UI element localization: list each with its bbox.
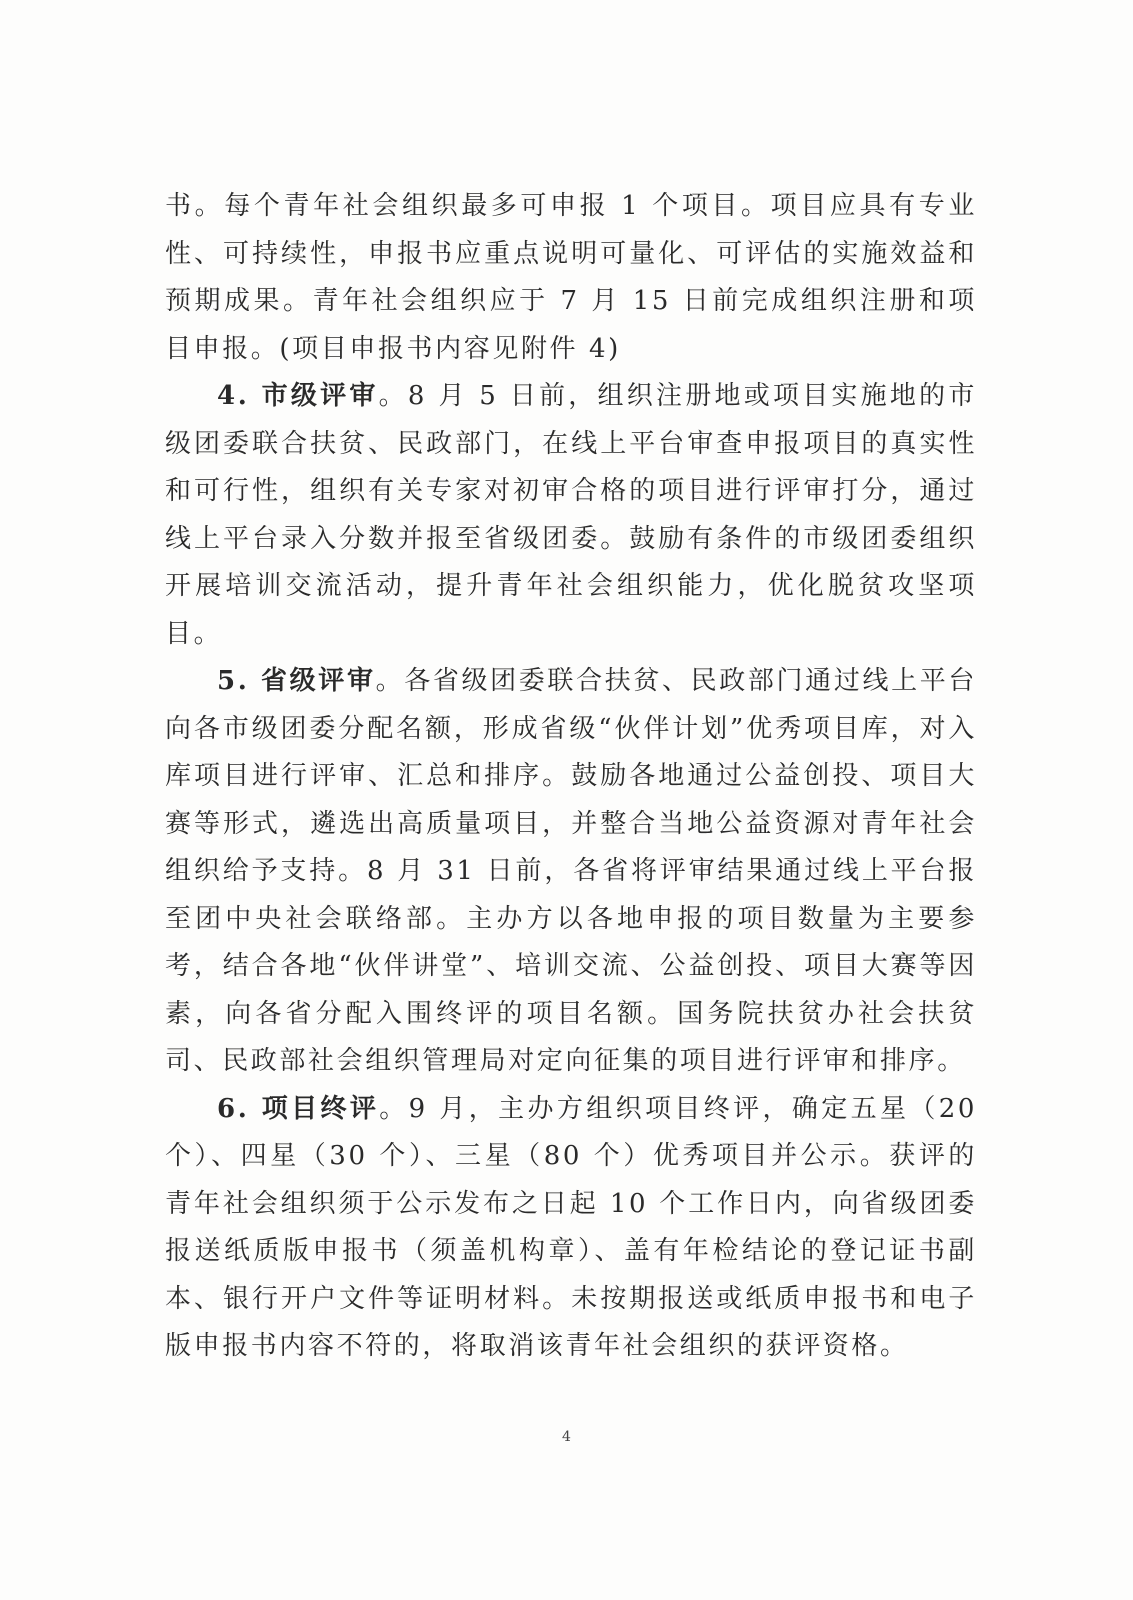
paragraph-continuation [165, 183, 977, 373]
section-heading-province-review: 5. 省级评审 [217, 666, 376, 696]
body-text [165, 183, 977, 1371]
paragraph-text: 。9 月，主办方组织项目终评，确定五星（20 个）、四星（30 个）、三星（80 个）优秀项目并公示。获评的青年社会组织须于公示发布之日起 10 个工作日内，向省级团委报送纸质版申报书（须盖机构章）、盖有年检结论的登记证书副本、银行开户文件等证明材料。未按期报送或纸质申报书和电子版申报书内容不符的，将取消该青年社会组织的获评资格。 [165, 1093, 977, 1361]
paragraph-final-review [165, 1086, 977, 1371]
paragraph-text: 。8 月 5 日前，组织注册地或项目实施地的市级团委联合扶贫、民政部门，在线上平台审查申报项目的真实性和可行性，组织有关专家对初审合格的项目进行评审打分，通过线上平台录入分数并报至省级团委。鼓励有条件的市级团委组织开展培训交流活动，提升青年社会组织能力，优化脱贫攻坚项目。 [165, 381, 977, 649]
section-heading-city-review: 4. 市级评审 [217, 381, 379, 411]
paragraph-text: 。各省级团委联合扶贫、民政部门通过线上平台向各市级团委分配名额，形成省级“伙伴计划”优秀项目库，对入库项目进行评审、汇总和排序。鼓励各地通过公益创投、项目大赛等形式，遴选出高质量项目，并整合当地公益资源对青年社会组织给予支持。8 月 31 日前，各省将评审结果通过线上平台报至团中央社会联络部。主办方以各地申报的项目数量为主要参考，结合各地“伙伴讲堂”、培训交流、公益创投、项目大赛等因素，向各省分配入围终评的项目名额。国务院扶贫办社会扶贫司、民政部社会组织管理局对定向征集的项目进行评审和排序。 [165, 666, 977, 1076]
paragraph-text: 书。每个青年社会组织最多可申报 1 个项目。项目应具有专业性、可持续性，申报书应重点说明可量化、可评估的实施效益和预期成果。青年社会组织应于 7 月 15 日前完成组织注册和项目申报。(项目申报书内容见附件 4) [165, 191, 977, 364]
page-number: 4 [562, 1429, 571, 1445]
paragraph-city-review [165, 373, 977, 658]
paragraph-province-review [165, 658, 977, 1086]
section-heading-final-review: 6. 项目终评 [217, 1093, 380, 1124]
